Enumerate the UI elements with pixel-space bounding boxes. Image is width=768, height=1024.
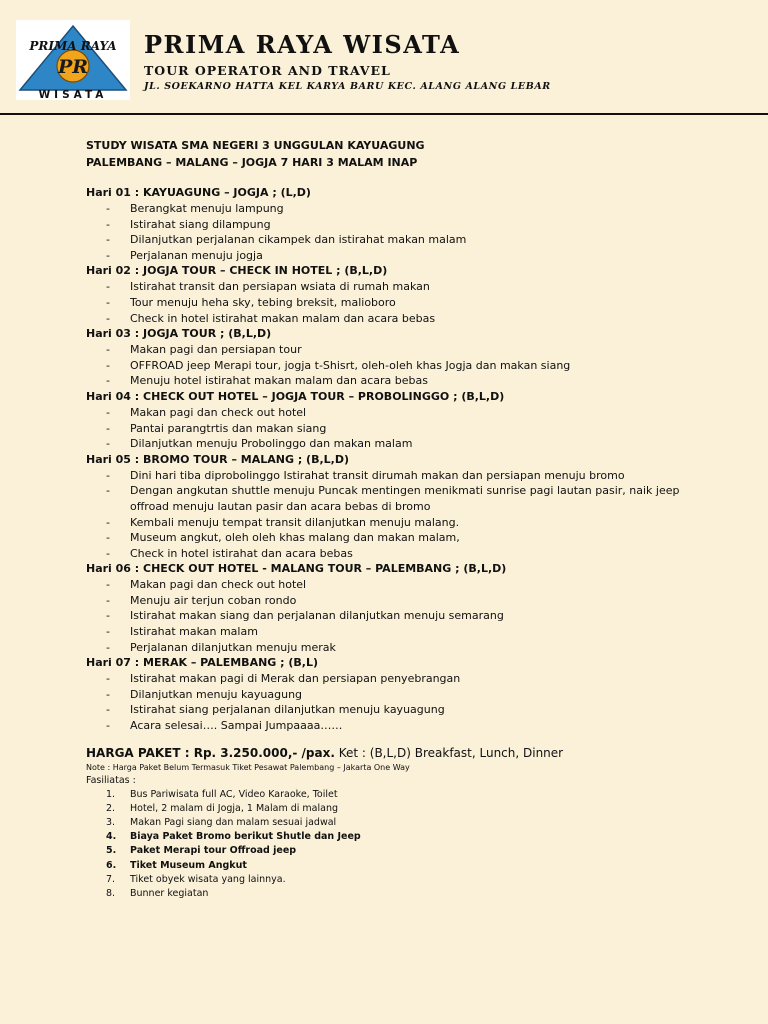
- day-heading: Hari 01 : KAYUAGUNG – JOGJA ; (L,D): [86, 186, 311, 199]
- bullet-dash: -: [106, 719, 110, 733]
- facility-item: [86, 844, 706, 858]
- list-item: [86, 546, 706, 562]
- list-item-text: Perjalanan dilanjutkan menuju merak: [130, 640, 336, 654]
- list-item-text: Istirahat makan malam: [130, 625, 258, 639]
- price-note: Note : Harga Paket Belum Termasuk Tiket Pesawat Palembang – Jakarta One Way: [86, 762, 410, 772]
- company-name: PRIMA RAYA WISATA: [144, 30, 461, 59]
- list-item-text: Acara selesai…. Sampai Jumpaaaa……: [130, 719, 343, 733]
- company-address: JL. SOEKARNO HATTA KEL KARYA BARU KEC. ALANG ALANG LEBAR: [144, 81, 551, 92]
- bullet-dash: -: [106, 546, 110, 560]
- list-item: [86, 279, 706, 295]
- facility-number: 3.: [106, 817, 116, 829]
- bullet-dash: -: [106, 405, 110, 419]
- list-item-text: Check in hotel istirahat makan malam dan acara bebas: [130, 311, 436, 325]
- list-item: [86, 468, 706, 484]
- list-item-text: Istirahat transit dan persiapan wsiata di rumah makan: [130, 280, 430, 294]
- price-label: HARGA PAKET : Rp. 3.250.000,- /pax.: [86, 745, 335, 760]
- list-item: [86, 311, 706, 327]
- day-heading: Hari 06 : CHECK OUT HOTEL - MALANG TOUR – PALEMBANG ; (B,L,D): [86, 562, 507, 576]
- list-item: [86, 718, 706, 734]
- list-item-text: Tour menuju heha sky, tebing breksit, malioboro: [130, 295, 396, 309]
- bullet-dash: -: [106, 515, 110, 529]
- list-item: [86, 201, 706, 217]
- bullet-dash: -: [106, 625, 110, 639]
- list-item: [86, 702, 706, 718]
- list-item-text: Istirahat siang dilampung: [130, 217, 271, 231]
- document-title-line1: STUDY WISATA SMA NEGERI 3 UNGGULAN KAYUAGUNG: [86, 139, 425, 152]
- bullet-dash: -: [106, 295, 110, 309]
- list-item: [86, 217, 706, 233]
- day-heading: Hari 05 : BROMO TOUR – MALANG ; (B,L,D): [86, 452, 349, 466]
- facility-text: Hotel, 2 malam di Jogja, 1 Malam di malang: [130, 802, 339, 814]
- facility-item: [86, 873, 706, 887]
- bullet-dash: -: [106, 593, 110, 607]
- facility-number: 2.: [106, 802, 116, 814]
- list-item-text: Makan pagi dan check out hotel: [130, 405, 307, 419]
- list-item-text: Dilanjutkan menuju Probolinggo dan makan malam: [130, 437, 413, 451]
- price-detail: Ket : (B,L,D) Breakfast, Lunch, Dinner: [334, 745, 564, 760]
- list-item: [86, 687, 706, 703]
- list-item-text: Istirahat makan pagi di Merak dan persiapan penyebrangan: [130, 672, 461, 686]
- facility-number: 1.: [106, 788, 116, 800]
- list-item: [86, 295, 706, 311]
- list-item-text: Makan pagi dan persiapan tour: [130, 343, 302, 357]
- list-item-text: Menuju hotel istirahat makan malam dan acara bebas: [130, 374, 428, 388]
- day-heading: Hari 04 : CHECK OUT HOTEL – JOGJA TOUR – PROBOLINGGO ; (B,L,D): [86, 389, 505, 403]
- list-item: [86, 421, 706, 437]
- bullet-dash: -: [106, 703, 110, 717]
- list-item-text: Kembali menuju tempat transit dilanjutkan menuju malang.: [130, 515, 460, 529]
- bullet-dash: -: [106, 437, 110, 451]
- bullet-dash: -: [106, 358, 110, 372]
- itinerary-document: [86, 137, 706, 901]
- bullet-dash: -: [106, 687, 110, 701]
- document-title-line2: PALEMBANG – MALANG – JOGJA 7 HARI 3 MALAM INAP: [86, 156, 418, 169]
- company-tagline: TOUR OPERATOR AND TRAVEL: [144, 63, 391, 78]
- bullet-dash: -: [106, 280, 110, 294]
- list-item: [86, 405, 706, 421]
- facility-text: Makan Pagi siang dan malam sesuai jadwal: [130, 817, 337, 829]
- facility-number: 8.: [106, 888, 116, 900]
- list-item: [86, 530, 706, 546]
- bullet-dash: -: [106, 421, 110, 435]
- bullet-dash: -: [106, 640, 110, 654]
- facility-text: Biaya Paket Bromo berikut Shutle dan Jeep: [130, 831, 361, 843]
- facility-number: 5.: [106, 845, 117, 857]
- day-heading: Hari 03 : JOGJA TOUR ; (B,L,D): [86, 327, 272, 341]
- list-item: [86, 232, 706, 248]
- list-item-text: Dini hari tiba diprobolinggo Istirahat transit dirumah makan dan persiapan menuju bromo: [130, 468, 625, 482]
- list-item: [86, 515, 706, 531]
- day-heading: Hari 02 : JOGJA TOUR – CHECK IN HOTEL ; (B,L,D): [86, 264, 388, 278]
- bullet-dash: -: [106, 217, 110, 231]
- facility-item: [86, 816, 706, 830]
- facility-text: Tiket obyek wisata yang lainnya.: [130, 873, 286, 885]
- company-logo: [16, 20, 130, 100]
- bullet-dash: -: [106, 484, 110, 498]
- logo-arc-bottom: WISATA: [38, 89, 108, 100]
- bullet-dash: -: [106, 233, 110, 247]
- facility-text: Bus Pariwisata full AC, Video Karaoke, Toilet: [130, 788, 338, 800]
- list-item-text: Istirahat makan siang dan perjalanan dilanjutkan menuju semarang: [130, 609, 504, 623]
- bullet-dash: -: [106, 609, 110, 623]
- day-heading: Hari 07 : MERAK – PALEMBANG ; (B,L): [86, 656, 318, 670]
- list-item-text: Pantai parangtrtis dan makan siang: [130, 421, 327, 435]
- list-item: [86, 624, 706, 640]
- list-item-text: OFFROAD jeep Merapi tour, jogja t-Shisrt, oleh-oleh khas Jogja dan makan siang: [130, 358, 571, 372]
- bullet-dash: -: [106, 202, 110, 215]
- bullet-dash: -: [106, 248, 110, 262]
- facility-item: [86, 859, 706, 873]
- logo-arc-top: PRIMA RAYA: [29, 39, 117, 53]
- bullet-dash: -: [106, 343, 110, 357]
- package-price: [86, 744, 706, 762]
- list-item: [86, 373, 706, 389]
- facility-item: [86, 830, 706, 844]
- facility-text: Bunner kegiatan: [130, 888, 209, 900]
- bullet-dash: -: [106, 672, 110, 686]
- bullet-dash: -: [106, 311, 110, 325]
- facility-number: 4.: [106, 831, 117, 843]
- spacer: [86, 171, 706, 185]
- list-item: [86, 608, 706, 624]
- facility-number: 7.: [106, 873, 116, 885]
- facility-text: Paket Merapi tour Offroad jeep: [130, 845, 297, 857]
- facility-item: [86, 788, 706, 802]
- bullet-dash: -: [106, 374, 110, 388]
- list-item-text: Perjalanan menuju jogja: [130, 248, 263, 262]
- list-item-text: Museum angkut, oleh oleh khas malang dan makan malam,: [130, 531, 460, 545]
- list-item-text: Makan pagi dan check out hotel: [130, 578, 307, 592]
- bullet-dash: -: [106, 578, 110, 592]
- header-divider: [0, 113, 768, 115]
- list-item: [86, 248, 706, 264]
- facilities-title: Fasiliatas :: [86, 774, 136, 786]
- list-item: [86, 671, 706, 687]
- list-item: [86, 358, 706, 374]
- list-item: [86, 640, 706, 656]
- bullet-dash: -: [106, 531, 110, 545]
- facilities-list: [86, 788, 706, 902]
- facility-number: 6.: [106, 859, 117, 871]
- list-item: [86, 577, 706, 593]
- day-list: [86, 185, 706, 734]
- list-item-text: Dilanjutkan perjalanan cikampek dan istirahat makan malam: [130, 233, 467, 247]
- list-item-text: Dilanjutkan menuju kayuagung: [130, 687, 303, 701]
- bullet-dash: -: [106, 468, 110, 482]
- list-item: [86, 436, 706, 452]
- logo-emblem-icon: [16, 20, 130, 100]
- facility-text: Tiket Museum Angkut: [130, 859, 247, 871]
- list-item-text: Dengan angkutan shuttle menuju Puncak mentingen menikmati sunrise pagi lautan pasir, naik jeep offroad menuju lautan pasir dan acara bebas di bromo: [130, 484, 680, 513]
- list-item-text: Istirahat siang perjalanan dilanjutkan menuju kayuagung: [130, 703, 445, 717]
- list-item-text: Berangkat menuju lampung: [130, 202, 284, 215]
- list-item-text: Menuju air terjun coban rondo: [130, 593, 297, 607]
- list-item: [86, 593, 706, 609]
- facility-item: [86, 802, 706, 816]
- list-item: [86, 342, 706, 358]
- list-item: [86, 483, 706, 514]
- logo-monogram: PR: [57, 56, 89, 78]
- list-item-text: Check in hotel istirahat dan acara bebas: [130, 546, 353, 560]
- facility-item: [86, 887, 706, 901]
